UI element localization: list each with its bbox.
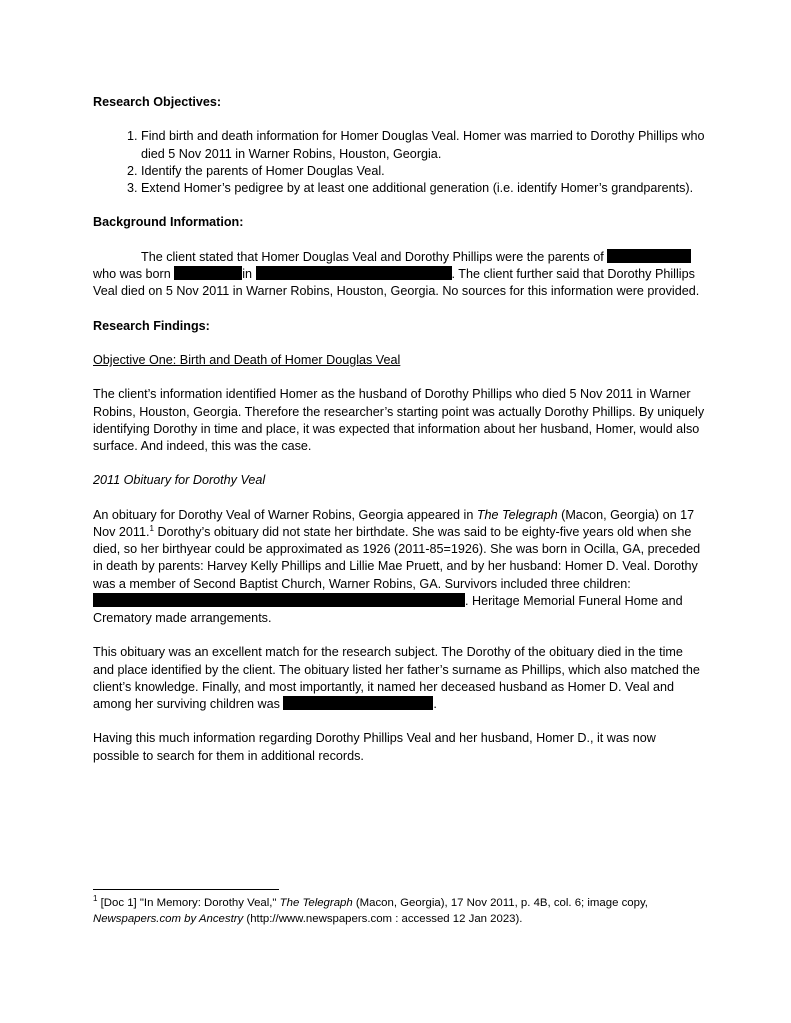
objectives-list [93, 128, 705, 197]
background-text: The client stated that Homer Douglas Veal and Dorothy Phillips were the parents of [141, 249, 604, 264]
footnote-marker[interactable]: 1 [149, 523, 154, 533]
redaction-box [256, 266, 452, 280]
background-paragraph [93, 249, 705, 301]
match-text: This obituary was an excellent match for the research subject. The Dorothy of the obituary died in the time and place identified by the client. The obituary listed her father’s surname as Phillips, which also matched the client’s knowledge. Finally, and most importantly, it named her deceased husband as Homer D. Veal and among her surviving children was [93, 645, 700, 711]
publication-title: The Telegraph [476, 507, 558, 522]
list-item: 2. Identify the parents of Homer Douglas Veal. [141, 163, 705, 180]
list-item: 1. Find birth and death information for Homer Douglas Veal. Homer was married to Dorothy Phillips who died 5 Nov 2011 in Warner Robins, Houston, Georgia. [141, 128, 705, 162]
obituary-paragraph [93, 507, 705, 627]
obituary-text: Dorothy’s obituary did not state her birthdate. She was said to be eighty-five years old when she died, so her birthyear could be approximated as 1926 (2011-85=1926). She was born in Ocilla, GA, preceded in death by parents: Harvey Kelly Phillips and Lillie Mae Pruett, and by her husband: Homer D. Veal. Dorothy was a member of Second Baptist Church, Warner Robins, GA. Survivors included three children: [93, 524, 701, 591]
obituary-text: An obituary for Dorothy Veal of Warner Robins, Georgia appeared in [93, 507, 474, 522]
redaction-box [607, 249, 691, 263]
background-text: . The client further said that Dorothy Phillips Veal died on 5 Nov 2011 in Warner Robins, Houston, Georgia. No sources for this information were provided. [93, 266, 700, 299]
background-heading: Background Information: [93, 215, 244, 230]
background-text: in [242, 266, 253, 281]
objective-one-title: Objective One: Birth and Death of Homer Douglas Veal [93, 352, 401, 367]
obituary-text: (Macon, Georgia) on 17 Nov 2011. [93, 507, 695, 539]
footnote-text: (Macon, Georgia), 17 Nov 2011, p. 4B, col. 6; image copy, [355, 897, 648, 909]
footnote-website: Newspapers.com by Ancestry [93, 912, 244, 925]
redaction-box [283, 696, 433, 710]
findings-paragraph: The client’s information identified Homer as the husband of Dorothy Phillips who died 5 Nov 2011 in Warner Robins, Houston, Georgia. Therefore the researcher’s starting point was actually Dorothy Phillips. By uniquely identifying Dorothy in time and place, it was expected that information about her husband, Homer, would also surface. And indeed, this was the case. [93, 387, 705, 453]
obituary-subheading: 2011 Obituary for Dorothy Veal [93, 473, 266, 488]
list-item: 3. Extend Homer’s pedigree by at least one additional generation (i.e. identify Homer’s grandparents). [141, 180, 705, 197]
obituary-text: . Heritage Memorial Funeral Home and Crematory made arrangements. [93, 593, 683, 625]
footnote-separator [93, 889, 279, 890]
match-text: . [433, 696, 437, 711]
research-findings-heading: Research Findings: [93, 318, 210, 333]
footnote-publication: The Telegraph [279, 897, 353, 909]
footnote-text: (http://www.newspapers.com : accessed 12 Jan 2023). [246, 912, 523, 925]
footnote [93, 896, 705, 927]
research-objectives-heading: Research Objectives: [93, 95, 222, 109]
redaction-box [174, 266, 242, 280]
redaction-box [93, 593, 465, 607]
document-page [93, 94, 705, 765]
background-text: who was born [93, 266, 171, 281]
footnote-number: 1 [93, 894, 98, 904]
match-paragraph [93, 644, 705, 713]
footnote-text: [Doc 1] "In Memory: Dorothy Veal," [100, 897, 277, 909]
closing-paragraph: Having this much information regarding Dorothy Phillips Veal and her husband, Homer D., it was now possible to search for them in additional records. [93, 731, 656, 763]
